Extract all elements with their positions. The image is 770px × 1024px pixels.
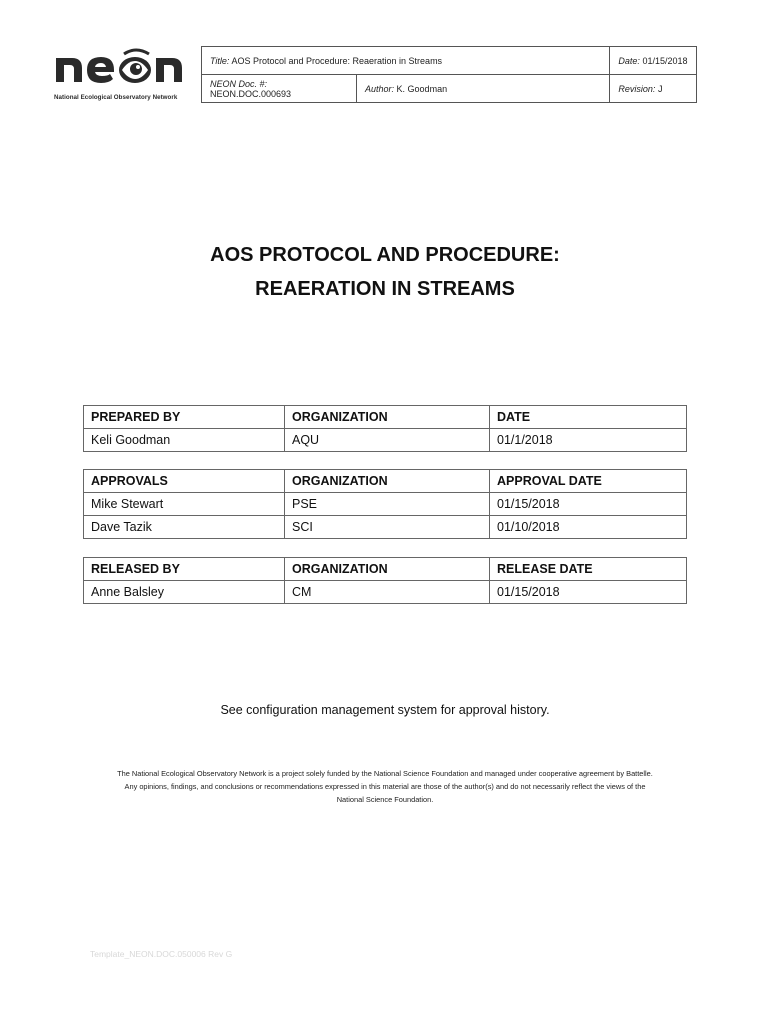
disclaimer-line-1: The National Ecological Observatory Network is a project solely funded by the National Science Foundation and managed under cooperative agreement by Battelle.	[117, 769, 653, 778]
released-by-table	[83, 557, 687, 604]
table-header-row	[84, 406, 687, 429]
revision-value: J	[657, 83, 663, 94]
neon-logo	[52, 44, 188, 104]
header-title-cell	[202, 47, 610, 75]
config-note: See configuration management system for approval history.	[220, 703, 550, 717]
document-title-line-1: AOS PROTOCOL AND PROCEDURE:	[210, 244, 560, 266]
revision-label: Revision:	[618, 83, 656, 94]
column-header: ORGANIZATION	[285, 470, 490, 493]
template-id: Template_NEON.DOC.050006 Rev G	[90, 949, 233, 959]
table-cell: Dave Tazik	[84, 516, 285, 539]
column-header: RELEASE DATE	[490, 558, 687, 581]
table-cell: Keli Goodman	[84, 429, 285, 452]
column-header: PREPARED BY	[84, 406, 285, 429]
table-cell: SCI	[285, 516, 490, 539]
table-cell: 01/1/2018	[490, 429, 687, 452]
column-header: ORGANIZATION	[285, 558, 490, 581]
table-header-row	[84, 558, 687, 581]
column-header: ORGANIZATION	[285, 406, 490, 429]
header-author-cell	[357, 75, 610, 103]
date-value: 01/15/2018	[642, 55, 688, 66]
table-cell: 01/15/2018	[490, 581, 687, 604]
doc-number-label: NEON Doc. #:	[210, 78, 268, 89]
document-title	[0, 238, 770, 306]
table-row	[84, 581, 687, 604]
table-row	[84, 429, 687, 452]
logo-tagline: National Ecological Observatory Network	[54, 94, 178, 101]
prepared-by-table	[83, 405, 687, 452]
document-title-line-2: REAERATION IN STREAMS	[255, 278, 515, 300]
table-cell: Anne Balsley	[84, 581, 285, 604]
header-doc-cell	[202, 75, 357, 103]
table-cell: CM	[285, 581, 490, 604]
header-date-cell	[610, 47, 697, 75]
document-header	[201, 46, 697, 103]
table-row	[84, 493, 687, 516]
author-value: K. Goodman	[396, 83, 448, 94]
column-header: APPROVAL DATE	[490, 470, 687, 493]
disclaimer-line-3: National Science Foundation.	[336, 795, 434, 804]
table-cell: 01/10/2018	[490, 516, 687, 539]
title-label: Title:	[210, 55, 230, 66]
table-row	[84, 516, 687, 539]
table-header-row	[84, 470, 687, 493]
column-header: DATE	[490, 406, 687, 429]
neon-logo-mark	[52, 44, 188, 90]
table-cell: PSE	[285, 493, 490, 516]
table-cell: 01/15/2018	[490, 493, 687, 516]
approvals-table	[83, 469, 687, 539]
table-cell: AQU	[285, 429, 490, 452]
doc-number-value: NEON.DOC.000693	[210, 88, 292, 99]
header-revision-cell	[610, 75, 697, 103]
date-label: Date:	[618, 55, 640, 66]
column-header: APPROVALS	[84, 470, 285, 493]
title-value: AOS Protocol and Procedure: Reaeration in Streams	[231, 55, 443, 66]
disclaimer-line-2: Any opinions, findings, and conclusions or recommendations expressed in this material are those of the author(s) and do not necessarily reflect the views of the	[124, 782, 646, 791]
disclaimer	[80, 767, 690, 806]
author-label: Author:	[365, 83, 395, 94]
table-cell: Mike Stewart	[84, 493, 285, 516]
column-header: RELEASED BY	[84, 558, 285, 581]
